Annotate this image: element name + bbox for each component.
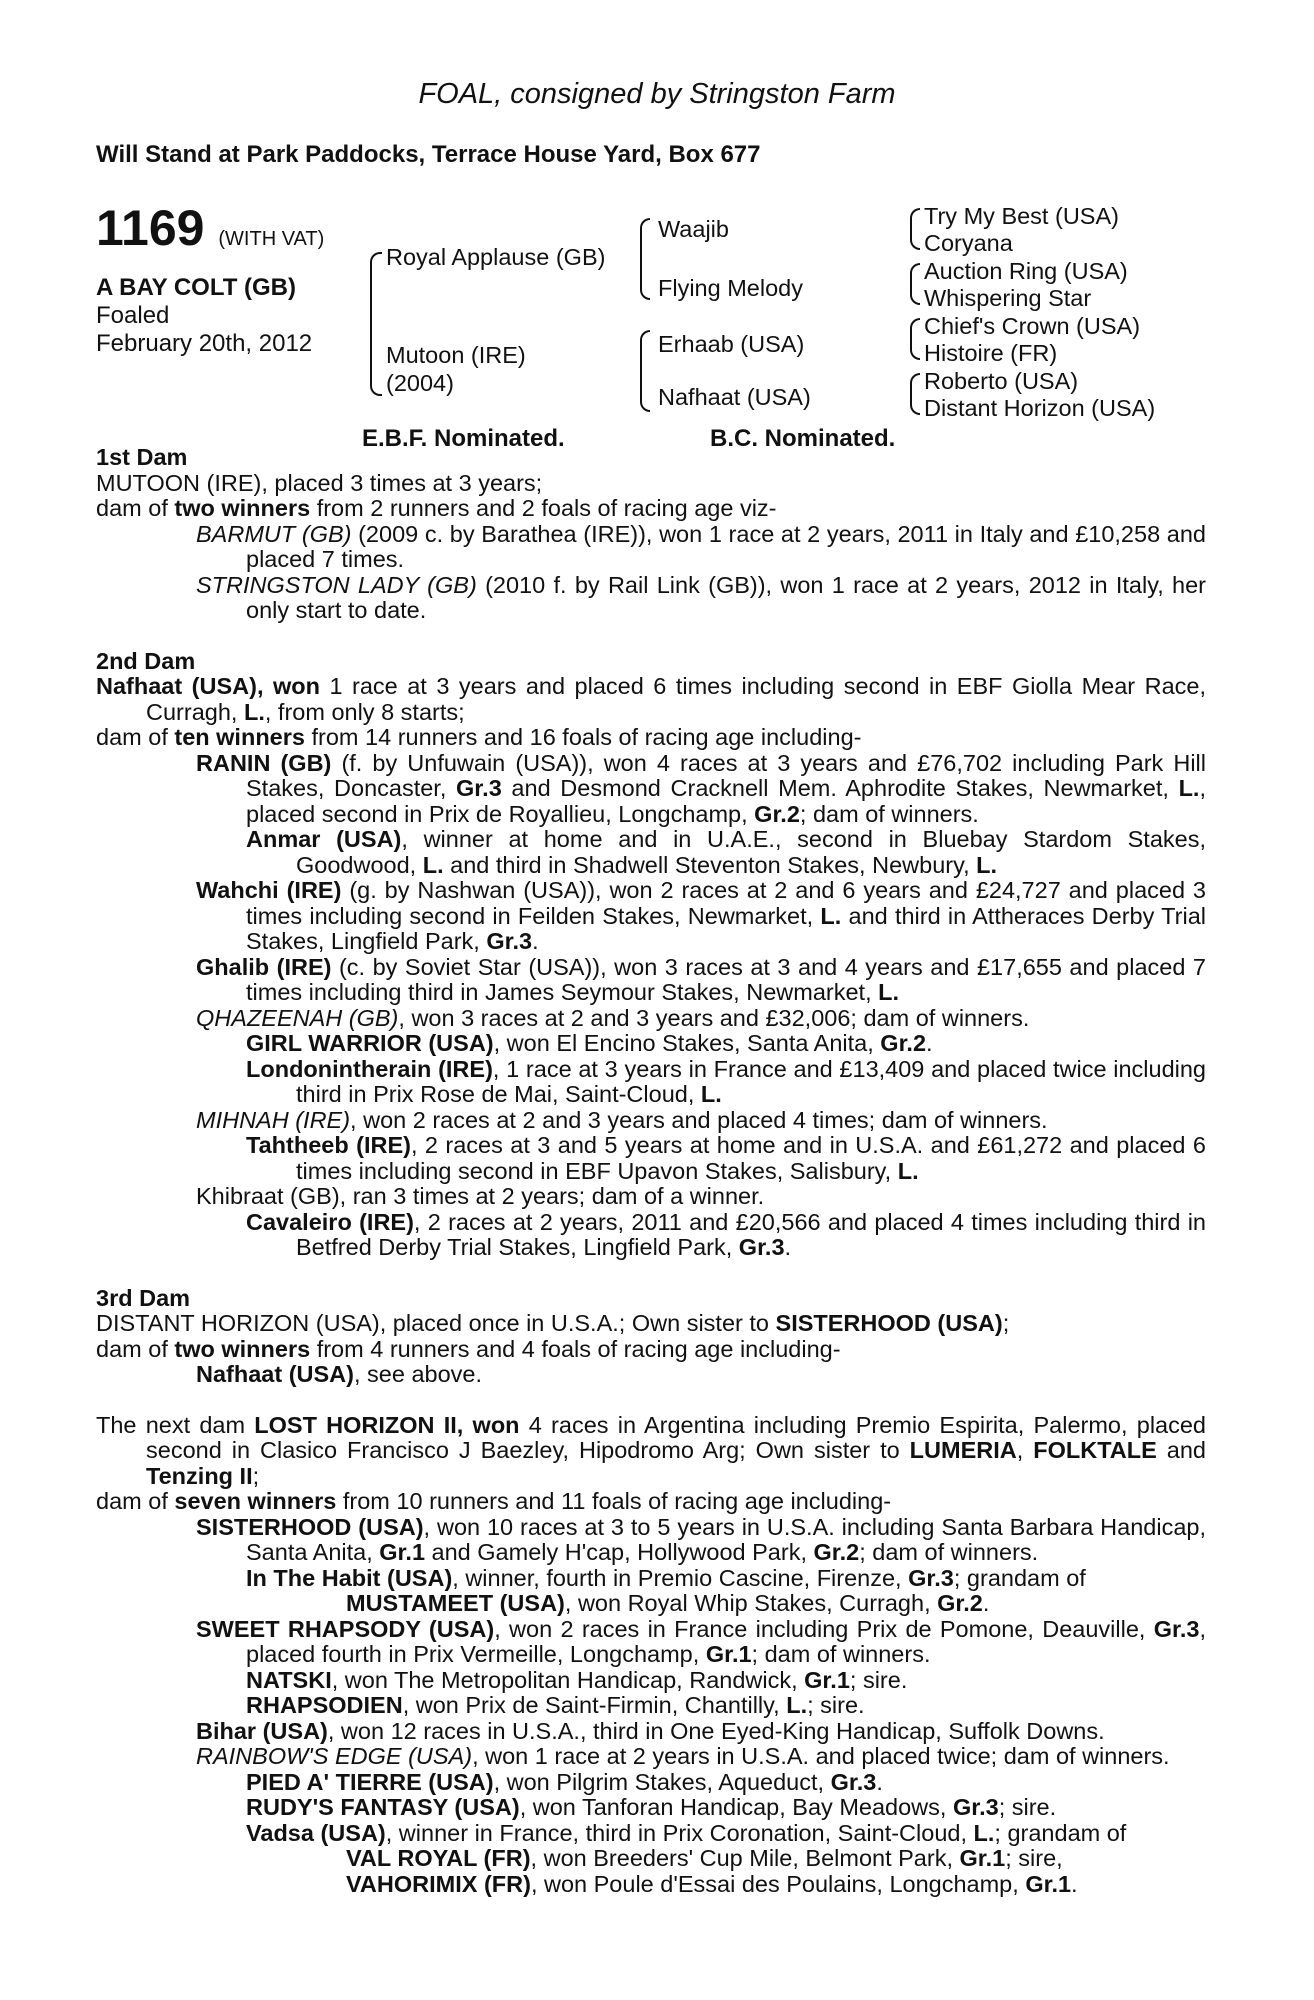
entry-sweet-rhapsody: SWEET RHAPSODY (USA), won 2 races in France including Prix de Pomone, Deauville, Gr.3, placed fourth in Prix Vermeille, Longchamp, Gr.1; dam of winners.	[196, 1615, 1206, 1667]
entry-rhapsodien: RHAPSODIEN, won Prix de Saint-Firmin, Chantilly, L.; sire.	[246, 1692, 865, 1718]
entry-vadsa: Vadsa (USA), winner in France, third in Prix Coronation, Saint-Cloud, L.; grandam of	[246, 1819, 1127, 1846]
gen3-7: Roberto (USA)	[924, 368, 1079, 394]
pedigree-notes	[96, 445, 1206, 1897]
gen3-8: Distant Horizon (USA)	[924, 395, 1156, 421]
third-dam-heading: 3rd Dam	[96, 1284, 191, 1311]
pedigree-brace-main	[370, 252, 382, 396]
pedigree-brace-g4	[910, 373, 920, 415]
entry-qhazeenah: QHAZEENAH (GB), won 3 races at 2 and 3 years and £32,006; dam of winners.	[196, 1004, 1030, 1031]
gen3-5: Chief's Crown (USA)	[924, 313, 1141, 339]
entry-stringston-lady: STRINGSTON LADY (GB) (2010 f. by Rail Link (GB)), won 1 race at 2 years, 2012 in Italy, her only start to date.	[196, 571, 1206, 623]
foaled-date: February 20th, 2012	[96, 330, 313, 357]
sire-sire: Waajib	[658, 216, 729, 242]
third-dam-produce: dam of two winners from 4 runners and 4 foals of racing age including-	[96, 1335, 841, 1362]
third-dam-line: DISTANT HORIZON (USA), placed once in U.S.A.; Own sister to SISTERHOOD (USA);	[96, 1310, 1010, 1336]
first-dam-heading: 1st Dam	[96, 444, 188, 470]
entry-wahchi: Wahchi (IRE) (g. by Nashwan (USA)), won 2 races at 2 and 6 years and £24,727 and placed 3 times including second in Feilden Stakes, Newmarket, L. and third in Attheraces Derby Trial Stakes, Lingfield Park, Gr.3.	[196, 877, 1206, 954]
next-dam-produce: dam of seven winners from 10 runners and 11 foals of racing age including-	[96, 1488, 892, 1514]
dam-dam: Nafhaat (USA)	[658, 384, 811, 410]
gen3-3: Auction Ring (USA)	[924, 258, 1128, 284]
pedigree-brace-g2	[910, 263, 920, 305]
entry-mustameet: MUSTAMEET (USA), won Royal Whip Stakes, Curragh, Gr.2.	[346, 1590, 990, 1616]
gen3-2: Coryana	[924, 230, 1013, 256]
gen3-6: Histoire (FR)	[924, 340, 1058, 366]
first-dam-produce: dam of two winners from 2 runners and 2 foals of racing age viz-	[96, 495, 777, 521]
entry-londonintherain: Londonintherain (IRE), 1 race at 3 years in France and £13,409 and placed twice including third in Prix Rose de Mai, Saint-Cloud, L.	[246, 1055, 1206, 1107]
sire-name: Royal Applause (GB)	[386, 244, 606, 270]
pedigree-brace-g1	[910, 208, 920, 250]
second-dam-heading: 2nd Dam	[96, 647, 196, 674]
pedigree-brace-dam	[640, 330, 650, 412]
entry-tahtheeb: Tahtheeb (IRE), 2 races at 3 and 5 years at home and in U.S.A. and £61,272 and placed 6 times including second in EBF Upavon Stakes, Salisbury, L.	[246, 1132, 1206, 1184]
entry-nafhaat-ref: Nafhaat (USA), see above.	[196, 1361, 483, 1387]
second-dam-line: Nafhaat (USA), won 1 race at 3 years and placed 6 times including second in EBF Giolla Mear Race, Curragh, L., from only 8 starts;	[96, 673, 1206, 725]
lot-number	[96, 200, 325, 256]
ebf-nominated: E.B.F. Nominated.	[362, 425, 565, 452]
entry-rudys-fantasy: RUDY'S FANTASY (USA), won Tanforan Handicap, Bay Meadows, Gr.3; sire.	[246, 1794, 1057, 1820]
sire-dam: Flying Melody	[658, 275, 803, 301]
dam-year: (2004)	[386, 370, 454, 396]
entry-sisterhood: SISTERHOOD (USA), won 10 races at 3 to 5 years in U.S.A. including Santa Barbara Handicap, Santa Anita, Gr.1 and Gamely H'cap, Hollywood Park, Gr.2; dam of winners.	[196, 1513, 1206, 1565]
entry-rainbows-edge: RAINBOW'S EDGE (USA), won 1 race at 2 years in U.S.A. and placed twice; dam of winners.	[196, 1743, 1170, 1769]
entry-anmar: Anmar (USA), winner at home and in U.A.E., second in Bluebay Stardom Stakes, Goodwood, L. and third in Shadwell Steventon Stakes, Newbury, L.	[246, 826, 1206, 878]
stand-location: Will Stand at Park Paddocks, Terrace House Yard, Box 677	[96, 141, 761, 168]
entry-ranin: RANIN (GB) (f. by Unfuwain (USA)), won 4 races at 3 years and £76,702 including Park Hill Stakes, Doncaster, Gr.3 and Desmond Cracknell Mem. Aphrodite Stakes, Newmarket, L., placed second in Prix de Royallieu, Longchamp, Gr.2; dam of winners.	[196, 749, 1206, 827]
foaled-label: Foaled	[96, 302, 170, 329]
dam-sire: Erhaab (USA)	[658, 331, 805, 357]
entry-barmut: BARMUT (GB) (2009 c. by Barathea (IRE)), won 1 race at 2 years, 2011 in Italy and £10,258 and placed 7 times.	[196, 520, 1206, 572]
bc-nominated: B.C. Nominated.	[710, 425, 896, 452]
entry-ghalib: Ghalib (IRE) (c. by Soviet Star (USA)), won 3 races at 3 and 4 years and £17,655 and placed 7 times including third in James Seymour Stakes, Newmarket, L.	[196, 953, 1206, 1005]
gen3-4: Whispering Star	[924, 285, 1092, 311]
entry-vahorimix: VAHORIMIX (FR), won Poule d'Essai des Poulains, Longchamp, Gr.1.	[346, 1870, 1078, 1897]
gen3-1: Try My Best (USA)	[924, 203, 1119, 229]
entry-girl-warrior: GIRL WARRIOR (USA), won El Encino Stakes, Santa Anita, Gr.2.	[246, 1030, 933, 1056]
dam-name: Mutoon (IRE)	[386, 342, 526, 368]
entry-cavaleiro: Cavaleiro (IRE), 2 races at 2 years, 2011 and £20,566 and placed 4 times including third in Betfred Derby Trial Stakes, Lingfield Park, Gr.3.	[246, 1208, 1206, 1260]
vat-note: (WITH VAT)	[218, 228, 325, 250]
entry-val-royal: VAL ROYAL (FR), won Breeders' Cup Mile, Belmont Park, Gr.1; sire,	[346, 1845, 1063, 1871]
entry-natski: NATSKI, won The Metropolitan Handicap, Randwick, Gr.1; sire.	[246, 1666, 908, 1693]
entry-in-the-habit: In The Habit (USA), winner, fourth in Premio Cascine, Firenze, Gr.3; grandam of	[246, 1564, 1086, 1591]
entry-khibraat: Khibraat (GB), ran 3 times at 2 years; dam of a winner.	[196, 1183, 765, 1209]
second-dam-produce: dam of ten winners from 14 runners and 16 foals of racing age including-	[96, 724, 862, 750]
next-dam-line: The next dam LOST HORIZON II, won 4 races in Argentina including Premio Espirita, Palermo, placed second in Clasico Francisco J Baezley, Hipodromo Arg; Own sister to LUMERIA, FOLKTALE and Tenzing II;	[96, 1411, 1207, 1489]
horse-description: A BAY COLT (GB)	[96, 274, 297, 301]
pedigree-brace-sire	[640, 218, 650, 300]
entry-mihnah: MIHNAH (IRE), won 2 races at 2 and 3 years and placed 4 times; dam of winners.	[196, 1106, 1048, 1133]
entry-pied-a-tierre: PIED A' TIERRE (USA), won Pilgrim Stakes, Aqueduct, Gr.3.	[246, 1768, 883, 1795]
first-dam-line: MUTOON (IRE), placed 3 times at 3 years;	[96, 469, 543, 496]
lot-number-value: 1169	[96, 200, 205, 256]
entry-bihar: Bihar (USA), won 12 races in U.S.A., third in One Eyed-King Handicap, Suffolk Downs.	[196, 1717, 1105, 1744]
consignor-title: FOAL, consigned by Stringston Farm	[418, 78, 896, 110]
pedigree-brace-g3	[910, 318, 920, 360]
